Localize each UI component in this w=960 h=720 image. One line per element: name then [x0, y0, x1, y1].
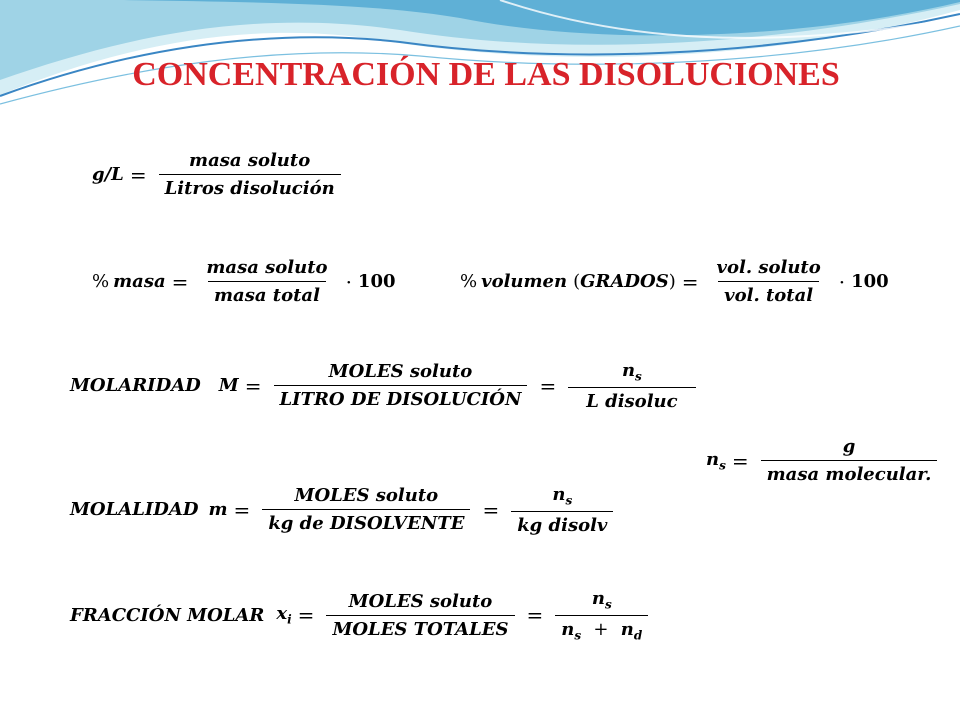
paren-open: (	[573, 271, 581, 292]
formula-lhs: volumen	[481, 271, 568, 292]
fraction-numerator: g	[842, 436, 856, 457]
fraction-numerator: masa soluto	[189, 150, 311, 171]
formula-label: MOLALIDAD	[70, 499, 199, 521]
fraction-denominator: kg disolv	[511, 511, 613, 536]
fraction-numerator: $n_s$	[591, 588, 612, 612]
factor-value: 100	[851, 271, 889, 292]
fraction	[200, 257, 333, 306]
formula-lhs: g/L	[92, 164, 124, 185]
fraction-numerator: $n_s$	[621, 360, 642, 384]
fraction	[159, 150, 341, 199]
fraction	[711, 257, 827, 306]
fraction-numerator: masa soluto	[206, 257, 328, 278]
formula-lhs: $n_s$	[706, 448, 726, 473]
formula-gramos-litro	[92, 150, 347, 199]
fraction	[555, 588, 648, 642]
formula-lhs: $x_i$	[276, 603, 292, 627]
slide-title: CONCENTRACIÓN DE LAS DISOLUCIONES	[132, 56, 840, 93]
fraction-denominator: MOLES TOTALES	[326, 615, 514, 640]
fraction-numerator: $n_s$	[552, 484, 573, 508]
fraction	[568, 360, 695, 412]
formula-label: FRACCIÓN MOLAR	[70, 604, 265, 626]
fraction-denominator: kg de DISOLVENTE	[262, 509, 470, 534]
formula-lhs: masa	[113, 271, 166, 292]
fraction-denominator: Litros disolución	[159, 174, 341, 199]
equals-sign: =	[171, 269, 189, 294]
equals-sign: =	[233, 497, 251, 522]
fraction	[274, 361, 528, 410]
factor-value: 100	[357, 271, 396, 292]
fraction-numerator: vol. soluto	[716, 257, 821, 278]
equals-sign: =	[297, 603, 315, 628]
fraction-numerator: MOLES soluto	[348, 590, 493, 612]
formula-lhs: M	[218, 375, 239, 397]
fraction-denominator: $n_s + n_d$	[555, 615, 648, 643]
formula-molaridad	[70, 360, 702, 412]
formula-porcentaje-masa	[92, 257, 396, 306]
multiply-dot: ·	[838, 269, 846, 294]
equals-sign: =	[526, 603, 544, 628]
equals-sign: =	[244, 373, 262, 398]
fraction-denominator: L disoluc	[568, 387, 695, 412]
equals-sign: =	[539, 373, 557, 398]
formula-lhs: m	[208, 499, 228, 521]
formula-porcentaje-volumen	[460, 257, 889, 306]
paren-close: )	[668, 271, 676, 292]
equals-sign: =	[482, 497, 500, 522]
equals-sign: =	[731, 448, 749, 473]
fraction	[262, 485, 470, 534]
fraction	[326, 591, 514, 640]
grados-label: GRADOS	[580, 271, 669, 292]
fraction-denominator: vol. total	[718, 281, 819, 306]
fraction-denominator: LITRO DE DISOLUCIÓN	[274, 385, 528, 410]
formula-moles-soluto	[706, 436, 943, 485]
fraction-numerator: MOLES soluto	[294, 485, 439, 507]
formula-label: MOLARIDAD	[70, 375, 201, 397]
percent-sign: %	[460, 271, 478, 292]
multiply-dot: ·	[345, 269, 352, 294]
fraction-numerator: MOLES soluto	[328, 361, 473, 383]
fraction	[511, 484, 613, 536]
equals-sign: =	[129, 162, 147, 187]
fraction	[761, 436, 938, 485]
fraction-denominator: masa molecular.	[761, 460, 938, 485]
formula-molalidad	[70, 484, 619, 536]
formula-fraccion-molar	[70, 588, 654, 642]
percent-sign: %	[92, 271, 110, 292]
fraction-denominator: masa total	[208, 281, 326, 306]
equals-sign: =	[681, 269, 699, 294]
